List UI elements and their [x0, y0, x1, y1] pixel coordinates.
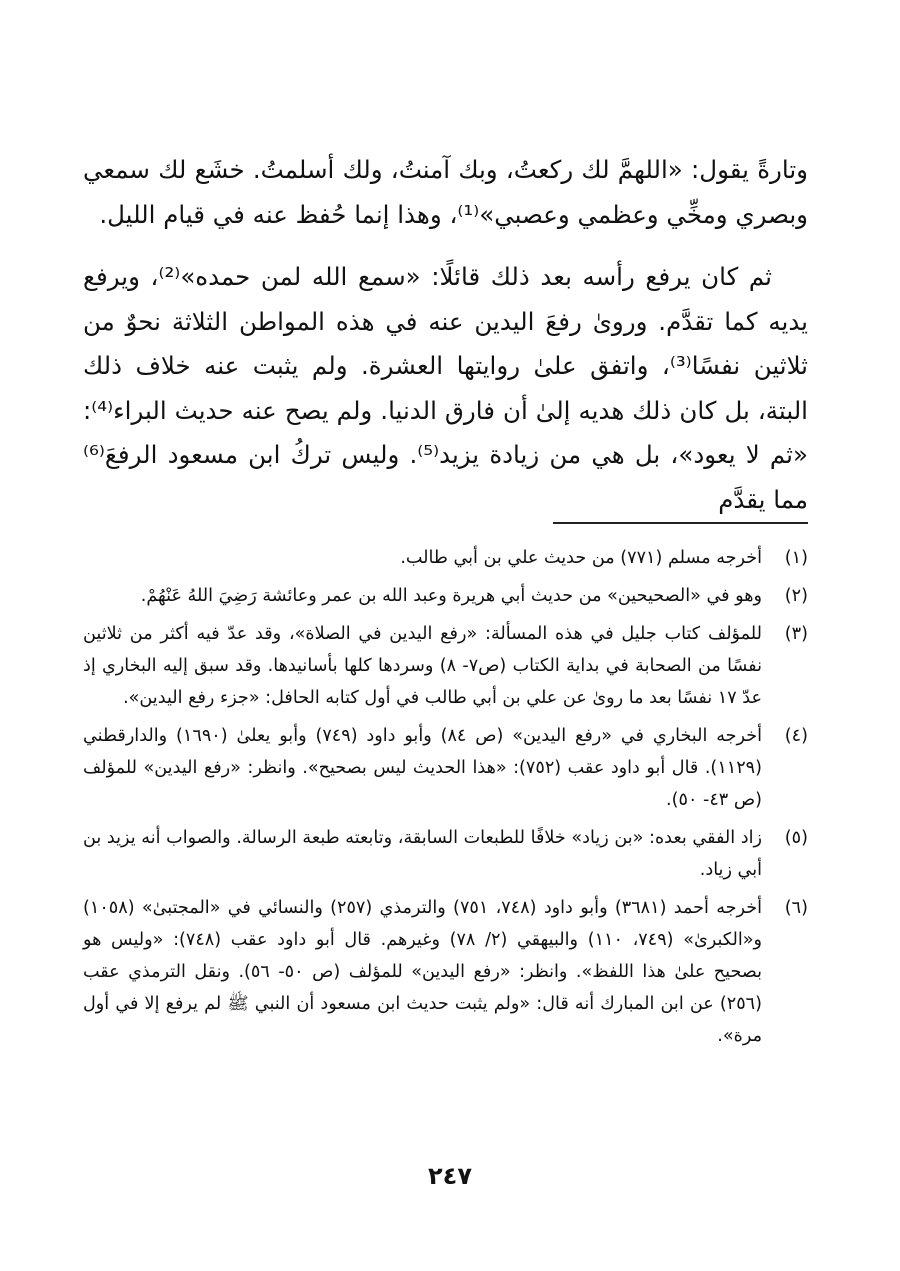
footnotes	[83, 542, 808, 1058]
footnote-number: (٢)	[784, 586, 808, 606]
footnote-text: وهو في «الصحيحين» من حديث أبي هريرة وعبد الله بن عمر وعائشة رَضِيَ اللهُ عَنْهُمْ.	[140, 586, 762, 606]
footnote-text: أخرجه أحمد (٣٦٨١) وأبو داود (٧٤٨، ٧٥١) والترمذي (٢٥٧) والنسائي في «المجتبىٰ» (١٠٥٨) و«الكبرىٰ» (٧٤٩، ١١٠) والبيهقي (٢/ ٧٨) وغيرهم. قال أبو داود عقب (٧٤٨): «وليس هو بصحيح علىٰ هذا اللفظ». وانظر: «رفع اليدين» للمؤلف (ص ٥٠- ٥٦). ونقل الترمذي عقب (٢٥٦) عن ابن المبارك أنه قال: «ولم يثبت حديث ابن مسعود أن النبي ﷺ لم يرفع إلا في أول مرة».	[83, 898, 763, 1046]
footnote-6	[83, 892, 808, 1052]
footnote-number: (٤)	[784, 726, 808, 746]
footnote-text: أخرجه مسلم (٧٧١) من حديث علي بن أبي طالب.	[400, 548, 762, 568]
footnote-text: أخرجه البخاري في «رفع اليدين» (ص ٨٤) وأبو داود (٧٤٩) وأبو يعلىٰ (١٦٩٠) والدارقطني (١١٢٩). قال أبو داود عقب (٧٥٢): «هذا الحديث ليس بصحيح». وانظر: «رفع اليدين» للمؤلف (ص ٤٣- ٥٠).	[83, 726, 763, 810]
footnote-2	[83, 580, 808, 612]
footnote-text: للمؤلف كتاب جليل في هذه المسألة: «رفع اليدين في الصلاة»، وقد عدّ فيه أكثر من ثلاثين نفسًا من الصحابة في بداية الكتاب (ص٧- ٨) وسردها كلها بأسانيدها. وقد سبق إليه البخاري إذ عدّ ١٧ نفسًا بعد ما روىٰ عن علي بن أبي طالب في أول كتابه الحافل: «جزء رفع اليدين».	[83, 624, 762, 708]
footnote-text: زاد الفقي بعده: «بن زياد» خلافًا للطبعات السابقة، وتابعته طبعة الرسالة. والصواب أنه يزيد بن أبي زياد.	[83, 828, 762, 880]
footnote-1	[83, 542, 808, 574]
main-paragraph-2: ثم كان يرفع رأسه بعد ذلك قائلًا: «سمع الله لمن حمده»⁽²⁾، ويرفع يديه كما تقدَّم. وروىٰ رفعَ اليدين عنه في هذه المواطن الثلاثة نحوٌ من ثلاثين نفسًا⁽³⁾، واتفق علىٰ روايتها العشرة. ولم يثبت عنه خلاف ذلك البتة، بل كان ذلك هديه إلىٰ أن فارق الدنيا. ولم يصح عنه حديث البراء⁽⁴⁾: «ثم لا يعود»، بل هي من زيادة يزيد⁽⁵⁾. وليس تركُ ابن مسعود الرفعَ⁽⁶⁾ مما يقدَّم	[83, 262, 809, 514]
footnote-number: (٦)	[784, 898, 808, 918]
footnote-number: (١)	[784, 548, 808, 568]
footnote-divider	[553, 522, 808, 524]
footnote-number: (٣)	[784, 624, 808, 644]
main-paragraph-1: وتارةً يقول: «اللهمَّ لك ركعتُ، وبك آمنتُ، ولك أسلمتُ. خشَع لك سمعي وبصري ومخِّي وعظمي وعصبي»⁽¹⁾، وهذا إنما حُفظ عنه في قيام الليل.	[83, 155, 808, 229]
main-text	[83, 148, 808, 540]
footnote-5	[83, 822, 808, 886]
footnote-3	[83, 618, 808, 714]
page-number: ٢٤٧	[428, 1162, 472, 1190]
footnote-4	[83, 720, 808, 816]
footnote-number: (٥)	[784, 828, 808, 848]
